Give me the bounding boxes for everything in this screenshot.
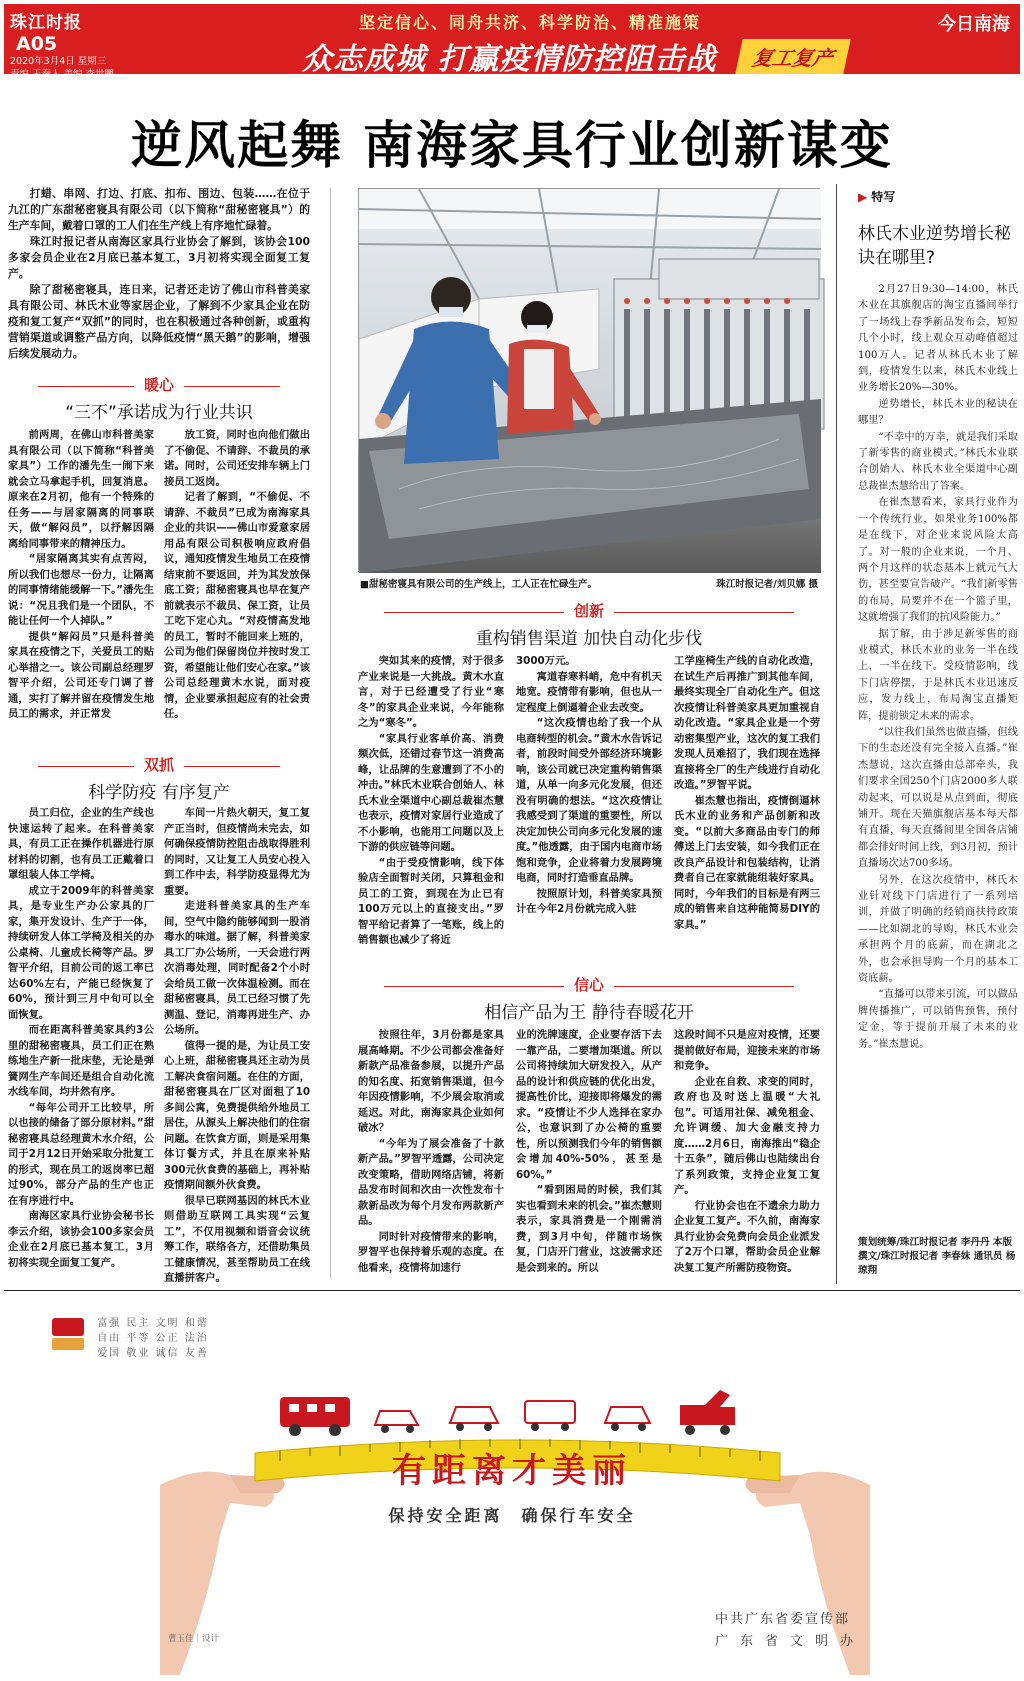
- factory-photo-drawing: [359, 189, 821, 573]
- core-values-logo-icon: [50, 1316, 86, 1352]
- section-column: 3000万元。 寓道春寒料峭，危中有机天地宽。疫情带有影响，但也从一定程度上倒逼着企业去改变。 “这次疫情也给了我一个从电商转型的机会。”黄木水告诉记者，前段时间受外部经济环境影响，该公司就已决定重构销售渠道，从单一向多元化发展，但还没有明确的想法。“这次疫情让我感受到了渠道的重要性，所以决定加快公司向多元化发展的速度。”他透露，由于国内电商市场饱和竞争，企业将着力发展跨境电商，同时打造垂直品牌。 按照原计划，科普美家具预计在今年2月份就完成入驻: [516, 655, 662, 915]
- slogan-main: 众志成城 打赢疫情防控阻击战: [302, 42, 717, 77]
- ad-subslogan: 保持安全距离 确保行车安全: [388, 1506, 636, 1525]
- masthead-info: [10, 8, 128, 81]
- lede-paragraph: 打蜡、串网、打边、打底、扣布、围边、包装……在位于九江的广东甜秘密寝具有限公司（以下简称“甜秘密寝具”）的生产车间，戴着口罩的工人们在生产线上有序地忙碌着。: [8, 187, 310, 232]
- page-number: A05: [16, 33, 58, 55]
- photo-caption-text: ■甜秘密寝具有限公司的生产线上，工人正在忙碌生产。: [360, 579, 597, 590]
- ad-divider: [4, 1290, 1020, 1291]
- section-title-warmth: “三不”承诺成为行业共识: [65, 403, 253, 423]
- paper-name: 珠江时报: [10, 13, 82, 33]
- page-staff: 责编 王秦人 美编 李世鹏: [10, 69, 115, 80]
- triangle-icon: ▶: [858, 190, 868, 204]
- core-values-line: 自由 平等 公正 法治: [97, 1333, 209, 1344]
- ad-slogan: 有距离才美丽: [392, 1451, 632, 1491]
- column-divider: [330, 188, 331, 1278]
- section-title-confidence: 相信产品为王 静待春暖花开: [484, 1003, 694, 1023]
- ad-sponsor: 中共广东省委宣传部: [715, 1612, 851, 1627]
- article-lede: [8, 186, 310, 362]
- section-column: 员工归位，企业的生产线也快速运转了起来。在科普美家具，有员工正在操作机器进行原材料的切割，也有员工正戴着口罩组装人体工学椅。 成立于2009年的科普美家具，是专业生产办公家具的厂家，集开发设计、生产于一体，持续研发人体工学椅及相关的办公桌椅、儿童成长椅等产品。罗智平介绍，目前公司的返工率已达60%左右，产能已经恢复了60%，预计到三月中旬可以全面恢复。 而在距离科普美家具约3公里的甜秘密寝具，员工们正在熟练地生产新一批床垫，无论是弹簧网生产车间还是组合自动化流水线车间，均井然有序。 “每年公司开工比较早，所以也接的储备了部分原材料。”甜秘密寝具总经理黄木水介绍，公司于2月12日开始采取分批复工的形式，现在员工的返岗率已超过90%，部分产品的生产也正在有序进行中。 南海区家具行业协会秘书长李云介绍，该协会100多家会员企业在2月底已基本复工，3月初将实现全面复工复产。: [8, 807, 154, 1269]
- section-column: 按照往年，3月份都是家具展高峰期。不少公司都会准备好新款产品准备参展，以提升产品的知名度、拓宽销售渠道，但今年因疫情影响，不少展会取消或延迟。对此，南海家具企业如何破冰？ “今年为了展会准备了十款新产品。”罗智平透露，公司决定改变策略，借助网络店铺，将新品发布时间和次由一次性发布十款新品改为每个月发布两款新产品。 同时针对疫情带来的影响，罗智平也保持着乐观的态度。在他看来，疫情将加速行: [358, 1029, 504, 1274]
- feature-tag: ▶ 特写: [858, 190, 896, 204]
- section-column: 突如其来的疫情，对于很多产业来说是一大挑战。黄木水直言，对于已经遭受了行业“寒冬”的家具企业来说，今年能称之为“寒冬”。 “家具行业客单价高、消费频次低，还错过春节这一消费高峰，让品牌的生意遭到了不小的冲击。”林氏木业联合创始人、林氏木业全渠道中心副总裁崔杰慧也表示，疫情对家居行业造成了不小影响，也能用工问题以及上下游的供应链等问题。 “由于受疫情影响，线下体验店全面暂时关闭，只算租金和员工的工资，到现在为止已有100万元以上的直接支出。”罗智平给记者算了一笔账，线上的销售额也减少了将近: [358, 655, 504, 946]
- sidebar-title: 林氏木业逆势增长秘诀在哪里?: [858, 224, 1011, 268]
- masthead-banner: [4, 4, 1020, 80]
- factory-photo: [358, 188, 820, 572]
- section-label-innovation: 创新: [358, 600, 820, 621]
- section-label-confidence: 信心: [358, 974, 820, 995]
- section-column: 业的洗牌速度，企业要存活下去一靠产品，二要增加渠道。所以公司将持续加大研发投入，从产品的设计和供应链的优化出发，提高性价比，迎接即将爆发的需求。“疫情让不少人选择在家办公，也意识到了办公椅的重要性，所以预测我们今年的销售额会增加40%-50%，甚至是60%。” “看到困局的时候，我们其实也看到未来的机会。”崔杰慧则表示，家具消费是一个刚需消费，到3月中旬，伴随市场恢复，门店开门营业，这波需求还是会到来的。所以: [516, 1029, 662, 1274]
- slogan-top: 坚定信心、同舟共济、科学防治、精准施策: [359, 13, 702, 32]
- core-values-line: 富强 民主 文明 和谐: [97, 1318, 209, 1329]
- ad-sponsor: 广东省文明办: [715, 1634, 866, 1649]
- article-credits: 策划统筹/珠江时报记者 李丹丹 本版撰文/珠江时报记者 李春妹 通讯员 杨琼翔: [858, 1237, 1016, 1276]
- section-title-innovation: 重构销售渠道 加快自动化步伐: [475, 629, 703, 649]
- lede-paragraph: 除了甜秘密寝具，连日来，记者还走访了佛山市科普美家具有限公司、林氏木业等家居企业，了解到不少家具企业在防疫和复工复产“双抓”的同时，也在积极通过各种创新，或重构营销渠道或调整产品方向，以降低疫情“黑天鹅”的影响，增强后续发展动力。: [8, 283, 310, 360]
- photo-credit: 珠江时报记者/刘贝娜 摄: [716, 579, 818, 590]
- vehicles-graphic: [280, 1390, 735, 1436]
- lede-paragraph: 珠江时报记者从南海区家具行业协会了解到，该协会100多家会员企业在2月底已基本复工，3月初将实现全面复工复产。: [8, 235, 310, 280]
- page-headline: 逆风起舞 南海家具行业创新谋变: [131, 116, 893, 176]
- section-label-warmth: 暖心: [8, 374, 310, 395]
- section-column: 放工资，同时也向他们做出了不偷促、不请辞、不裁员的承诺。同时，公司还安排车辆上门接员工返岗。 记者了解到，“不偷促、不请辞、不裁员”已成为南海家具企业的共识——佛山市爱意家居用品有限公司积极响应政府倡议，通知疫情发生地员工在疫情结束前不要返回，并为其发放保底工资；甜秘密寝具也早在复产前就表示不裁员、保工资，让员工吃下定心丸。“对疫情高发地的员工，暂时不能回来上班的，公司为他们保留岗位并按时发工资，希望能让他们安心在家。”该公司总经理黄木水说，面对疫情，企业要承担起应有的社会责任。: [164, 429, 310, 720]
- section-column: 工学座椅生产线的自动化改造，在试生产后再推广到其他车间，最终实现全厂自动化生产。但这次疫情让科普美家具更加重视自动化改造。“家具企业是一个劳动密集型产业，这次的复工我们发现人员难招了，我们现在选择直接将全厂的生产线进行自动化改造。”罗智平说。 崔杰慧也指出，疫情倒逼林氏木业的业务和产品创新和改变。“以前大多商品由专门的师傅送上门去安装，如今我们正在改良产品设计和包装结构，让消费者自己在家就能组装好家具。同时，今年我们的目标是有两三成的销售来自这种能简易DIY的家具。”: [674, 655, 820, 931]
- sidebar-body: 2月27日9:30—14:00，林氏木业在其旗舰店的淘宝直播间举行了一场线上春季新品发布会，短短几个小时，线上观众互动峰值超过100万人。记者从林氏木业了解到，疫情发生以来，林氏木业线上业务增长20%—30%。 逆势增长，林氏木业的秘诀在哪里？ “不幸中的万幸，就是我们采取了新零售的商业模式。”林氏木业联合创始人、林氏木业全渠道中心副总裁崔杰慧给出了答案。 在崔杰慧看来，家具行业作为一个传统行业，如果业务100%都是在线下，对企业来说风险太高了。对一般的企业来说，一个月、两个月这样的状态基本上就元气大伤，甚至要宣告破产。“我们新零售的布局，局要并不在一个篮子里，这就增强了我们的抗风险能力。” 据了解，由于涉足新零售的商业模式，林氏木业的业务一半在线上，一半在线下。受疫情影响，线下门店停摆，于是林氏木业迅速反应，发力线上，布局淘宝直播矩阵，提前锁定未来的需求。 “以往我们虽然也做直播，但线下的生态还没有完全接入直播。”崔杰慧说，这次直播由总部牵头，我们要求全国250个门店2000多人联动起来，可以说是从点到面，彻底铺开。现在天猫旗舰店基本每天都有直播，每天直播间里全国各店铺都会排好时间上线，到3月初，预计直播场次达700多场。 另外，在这次疫情中，林氏木业针对线下门店进行了一系列培训，并做了明确的经销商扶持政策——比如湖北的导购，林氏木业会承担两个月的底薪，而在湖北之外，也会承担导购一个月的基本工资底薪。 “直播可以带来引流，可以做品牌传播推广，可以销售预售，预付定金，等于提前开展了未来的业务。”崔杰慧说。: [858, 284, 1018, 1050]
- sidebar-divider: [836, 184, 837, 1284]
- section-label-dual: 双抓: [8, 754, 310, 775]
- core-values-line: 爱国 敬业 诚信 友善: [97, 1348, 209, 1359]
- section-name: 今日南海: [938, 14, 1010, 35]
- ad-designer: 曹玉佳｜设计: [168, 1634, 220, 1644]
- resumption-tag: 复工复产: [735, 39, 850, 74]
- section-title-dual: 科学防疫 有序复产: [88, 783, 230, 803]
- section-column: 车间一片热火朝天，复工复产正当时，但疫情尚未完去，如何确保疫情防控阻击战取得胜利的同时，又让复工人员安心投入到工作中去，科学防疫显得尤为重要。 走进科普美家具的生产车间，空气中隐约能够闻到一股消毒水的味道。据了解，科普美家具工厂办公场所，一天会进行两次消毒处理，同时配备2个小时会给员工做一次体温检测。而在甜秘密寝具，员工已经习惯了先测温、登记，消毒再进生产、办公场所。 值得一提的是，为让员工安心上班，甜秘密寝具还主动为员工解决食宿问题。在住的方面，甜秘密寝具在厂区对面租了10多间公寓，免费提供给外地员工居住，从源头上解决他们的住宿问题。在饮食方面，则是采用集体订餐方式，并且在原来补贴300元伙食费的基础上，再补贴疫情期间额外伙食费。 很早已联网基因的林氏木业则借助互联网工具实现“云复工”，不仅用视频和语音会议统筹工作，联络各方，还借助集员工健康情况，甚至帮助员工在线直播拼客户。: [164, 807, 310, 1284]
- photo-caption: [360, 576, 820, 590]
- section-column: 前两周，在佛山市科普美家具有限公司（以下简称“科普美家具”）工作的潘先生一闹下来就会立马拿起手机，回复消息。原来在2月初，他有一个特殊的任务——与居家隔离的同事联天，做“解闷员”，以抒解因隔离给同事带来的精神压力。 “居家隔离其实有点苦闷，所以我们也想尽一份力，让隔离的同事情绪能缓解一下。”潘先生说：“况且我们是一个团队，不能让任何一个人掉队。” 提供“解闷员”只是科普美家具在疫情之下，关爱员工的贴心举措之一。该公司副总经理罗智平介绍，公司还专门调了普通，实打了解并留在疫情发生地员工的需求，并正常发: [8, 429, 154, 720]
- issue-date: 2020年3月4日 星期三: [10, 56, 107, 67]
- section-column: 这段时间不只是应对疫情，还要提前做好布局，迎接未来的市场和竞争。 企业在自救、求变的同时，政府也及时送上温暖“大礼包”。可适用社保、减免租金、允许调缓、加大金融支持力度……2月6日，南海推出“稳企十五条”，随后佛山也陆续出台了系列政策，支持企业复工复产。 行业协会也在不遗余力助力企业复工复产。不久前，南海家具行业协会免费向会员企业派发了2万个口罩，帮助会员企业解决复工复产所需防疫物资。: [674, 1029, 820, 1274]
